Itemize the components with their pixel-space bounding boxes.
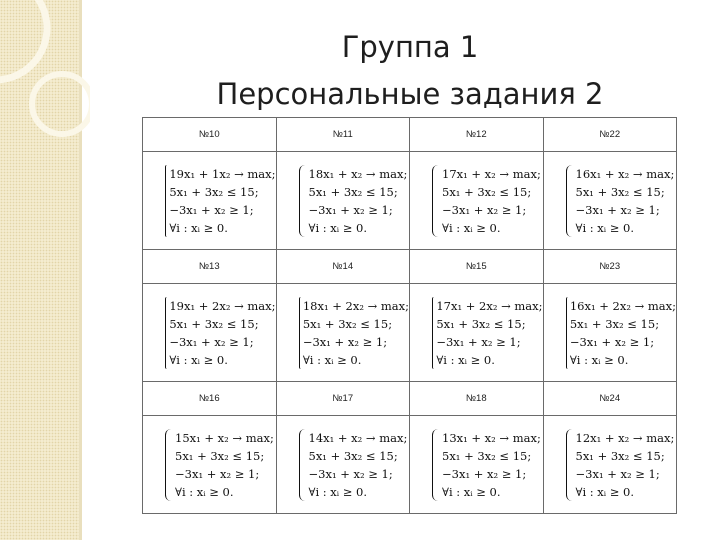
- slide-title: Группа 1: [341, 30, 479, 64]
- brace-icon: [299, 165, 307, 237]
- task-number: №12: [410, 118, 544, 152]
- constraint-line: −3x₁ + x₂ ≥ 1;: [442, 466, 527, 481]
- nonnegativity-line: ∀i : xᵢ ≥ 0.: [169, 352, 228, 367]
- constraint-line: 5x₁ + 3x₂ ≤ 15;: [169, 316, 259, 331]
- task-cell: [143, 152, 277, 250]
- objective-line: 15x₁ + x₂ → max;: [175, 430, 274, 445]
- brace-icon: [165, 165, 167, 237]
- constraint-line: −3x₁ + x₂ ≥ 1;: [575, 466, 660, 481]
- objective-line: 17x₁ + x₂ → max;: [442, 166, 541, 181]
- task-cell: [410, 152, 544, 250]
- equation-system: [299, 297, 410, 369]
- nonnegativity-line: ∀i : xᵢ ≥ 0.: [442, 220, 501, 235]
- task-number: №10: [143, 118, 277, 152]
- equation-system: [299, 429, 410, 501]
- brace-icon: [566, 429, 574, 501]
- task-cell: [143, 284, 277, 382]
- objective-line: 19x₁ + 1x₂ → max;: [169, 166, 276, 181]
- system-row: [143, 152, 677, 250]
- constraint-line: 5x₁ + 3x₂ ≤ 15;: [169, 184, 259, 199]
- nonnegativity-line: ∀i : xᵢ ≥ 0.: [575, 220, 635, 235]
- task-number: №24: [543, 382, 677, 416]
- task-number: №14: [276, 250, 410, 284]
- equation-system: [165, 165, 276, 237]
- task-number: №22: [543, 118, 677, 152]
- task-cell: [276, 416, 410, 514]
- brace-icon: [165, 297, 167, 369]
- nonnegativity-line: ∀i : xᵢ ≥ 0.: [575, 484, 635, 499]
- constraint-line: −3x₁ + x₂ ≥ 1;: [436, 334, 521, 349]
- equation-system: [566, 165, 677, 237]
- equation-system: [432, 165, 543, 237]
- equation-system: [165, 429, 276, 501]
- constraint-line: 5x₁ + 3x₂ ≤ 15;: [569, 316, 660, 331]
- task-number: №13: [143, 250, 277, 284]
- task-cell: [543, 416, 677, 514]
- constraint-line: 5x₁ + 3x₂ ≤ 15;: [302, 316, 393, 331]
- task-cell: [410, 416, 544, 514]
- constraint-line: −3x₁ + x₂ ≥ 1;: [569, 334, 655, 349]
- objective-line: 18x₁ + x₂ → max;: [308, 166, 408, 181]
- constraint-line: −3x₁ + x₂ ≥ 1;: [175, 466, 260, 481]
- task-number: №23: [543, 250, 677, 284]
- constraint-line: 5x₁ + 3x₂ ≤ 15;: [436, 316, 526, 331]
- decorative-circles-graphic: [0, 0, 90, 160]
- constraint-line: −3x₁ + x₂ ≥ 1;: [169, 202, 254, 217]
- equation-system: [299, 165, 410, 237]
- equation-system: [432, 429, 543, 501]
- task-number: №17: [276, 382, 410, 416]
- brace-icon: [299, 297, 301, 369]
- brace-icon: [165, 429, 173, 501]
- brace-icon: [299, 429, 307, 501]
- objective-line: 13x₁ + x₂ → max;: [442, 430, 541, 445]
- header-row: [143, 382, 677, 416]
- equation-system: [566, 297, 677, 369]
- nonnegativity-line: ∀i : xᵢ ≥ 0.: [442, 484, 501, 499]
- header-row: [143, 118, 677, 152]
- system-row: [143, 284, 677, 382]
- objective-line: 14x₁ + x₂ → max;: [308, 430, 408, 445]
- constraint-line: 5x₁ + 3x₂ ≤ 15;: [308, 448, 398, 463]
- brace-icon: [566, 297, 568, 369]
- constraint-line: 5x₁ + 3x₂ ≤ 15;: [175, 448, 265, 463]
- equation-system: [165, 297, 276, 369]
- tasks-table: [142, 117, 677, 514]
- task-cell: [543, 152, 677, 250]
- objective-line: 19x₁ + 2x₂ → max;: [169, 298, 276, 313]
- constraint-line: −3x₁ + x₂ ≥ 1;: [302, 334, 388, 349]
- nonnegativity-line: ∀i : xᵢ ≥ 0.: [569, 352, 629, 367]
- constraint-line: −3x₁ + x₂ ≥ 1;: [308, 202, 393, 217]
- constraint-line: −3x₁ + x₂ ≥ 1;: [575, 202, 660, 217]
- slide-subtitle: Персональные задания 2: [216, 77, 604, 111]
- brace-icon: [432, 165, 440, 237]
- task-cell: [143, 416, 277, 514]
- constraint-line: 5x₁ + 3x₂ ≤ 15;: [575, 448, 665, 463]
- task-cell: [276, 152, 410, 250]
- constraint-line: 5x₁ + 3x₂ ≤ 15;: [442, 448, 532, 463]
- objective-line: 12x₁ + x₂ → max;: [575, 430, 675, 445]
- constraint-line: −3x₁ + x₂ ≥ 1;: [169, 334, 254, 349]
- constraint-line: 5x₁ + 3x₂ ≤ 15;: [575, 184, 665, 199]
- brace-icon: [432, 429, 440, 501]
- brace-icon: [432, 297, 434, 369]
- task-number: №11: [276, 118, 410, 152]
- nonnegativity-line: ∀i : xᵢ ≥ 0.: [175, 484, 234, 499]
- constraint-line: −3x₁ + x₂ ≥ 1;: [442, 202, 527, 217]
- constraint-line: 5x₁ + 3x₂ ≤ 15;: [442, 184, 532, 199]
- task-cell: [543, 284, 677, 382]
- objective-line: 17x₁ + 2x₂ → max;: [436, 298, 543, 313]
- constraint-line: 5x₁ + 3x₂ ≤ 15;: [308, 184, 398, 199]
- equation-system: [566, 429, 677, 501]
- objective-line: 18x₁ + 2x₂ → max;: [302, 298, 409, 313]
- task-cell: [410, 284, 544, 382]
- header-row: [143, 250, 677, 284]
- nonnegativity-line: ∀i : xᵢ ≥ 0.: [302, 352, 362, 367]
- system-row: [143, 416, 677, 514]
- brace-icon: [566, 165, 574, 237]
- nonnegativity-line: ∀i : xᵢ ≥ 0.: [308, 484, 368, 499]
- task-cell: [276, 284, 410, 382]
- constraint-line: −3x₁ + x₂ ≥ 1;: [308, 466, 393, 481]
- task-number: №16: [143, 382, 277, 416]
- task-number: №15: [410, 250, 544, 284]
- nonnegativity-line: ∀i : xᵢ ≥ 0.: [308, 220, 368, 235]
- objective-line: 16x₁ + 2x₂ → max;: [569, 298, 676, 313]
- nonnegativity-line: ∀i : xᵢ ≥ 0.: [436, 352, 495, 367]
- objective-line: 16x₁ + x₂ → max;: [575, 166, 675, 181]
- equation-system: [432, 297, 543, 369]
- nonnegativity-line: ∀i : xᵢ ≥ 0.: [169, 220, 228, 235]
- task-number: №18: [410, 382, 544, 416]
